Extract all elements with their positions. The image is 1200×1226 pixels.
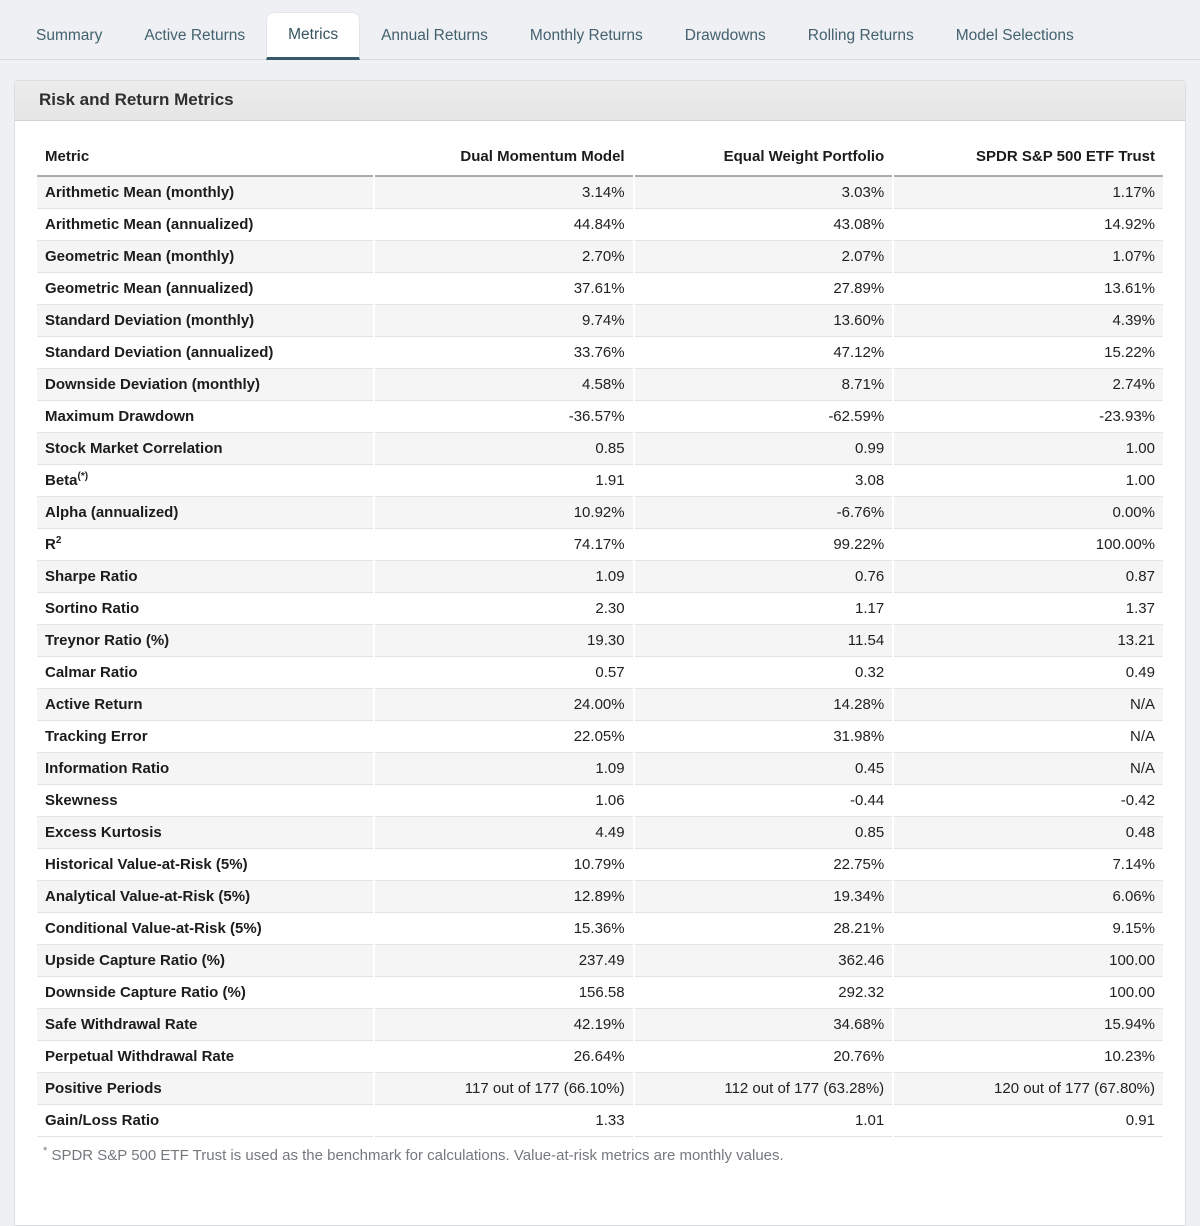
table-row	[37, 657, 1163, 689]
metric-value: 28.21%	[635, 913, 893, 945]
metric-value: 1.01	[635, 1105, 893, 1137]
metric-name: Information Ratio	[37, 753, 373, 785]
table-row	[37, 177, 1163, 209]
panel-body	[15, 121, 1185, 1188]
metric-name: Tracking Error	[37, 721, 373, 753]
metric-value: -6.76%	[635, 497, 893, 529]
metric-value: 0.00%	[894, 497, 1163, 529]
metrics-table	[35, 139, 1165, 1137]
metric-value: 12.89%	[375, 881, 633, 913]
metric-name: Downside Capture Ratio (%)	[37, 977, 373, 1009]
metric-name: Stock Market Correlation	[37, 433, 373, 465]
metric-name: Beta(*)	[37, 465, 373, 497]
tab-bar	[0, 0, 1200, 60]
metric-value: 0.76	[635, 561, 893, 593]
column-header: Equal Weight Portfolio	[635, 139, 893, 177]
metric-value: -36.57%	[375, 401, 633, 433]
metric-value: 1.17%	[894, 177, 1163, 209]
metric-value: 0.87	[894, 561, 1163, 593]
table-row	[37, 1105, 1163, 1137]
metric-value: 33.76%	[375, 337, 633, 369]
metric-name: Positive Periods	[37, 1073, 373, 1105]
metric-value: 0.85	[375, 433, 633, 465]
metric-value: 3.14%	[375, 177, 633, 209]
metric-value: 19.34%	[635, 881, 893, 913]
metric-name: Analytical Value-at-Risk (5%)	[37, 881, 373, 913]
metric-name: Arithmetic Mean (annualized)	[37, 209, 373, 241]
metric-value: N/A	[894, 721, 1163, 753]
metric-value: 237.49	[375, 945, 633, 977]
table-row	[37, 785, 1163, 817]
table-header-row	[37, 139, 1163, 177]
metric-value: 37.61%	[375, 273, 633, 305]
table-row	[37, 305, 1163, 337]
metric-value: 14.28%	[635, 689, 893, 721]
metric-value: 43.08%	[635, 209, 893, 241]
table-row	[37, 1041, 1163, 1073]
metric-value: 11.54	[635, 625, 893, 657]
footnote-text: SPDR S&P 500 ETF Trust is used as the benchmark for calculations. Value-at-risk metrics are monthly values.	[47, 1147, 784, 1164]
metric-name: $R^2$	[37, 529, 373, 561]
metric-value: 7.14%	[894, 849, 1163, 881]
metric-value: 100.00	[894, 945, 1163, 977]
table-body	[37, 177, 1163, 1137]
table-row	[37, 497, 1163, 529]
footnote-asterisk: *	[43, 1145, 48, 1157]
table-row	[37, 209, 1163, 241]
metric-name: Geometric Mean (annualized)	[37, 273, 373, 305]
metric-name: Arithmetic Mean (monthly)	[37, 177, 373, 209]
metric-value: 13.21	[894, 625, 1163, 657]
metric-name: Standard Deviation (monthly)	[37, 305, 373, 337]
table-row	[37, 337, 1163, 369]
metric-name: Standard Deviation (annualized)	[37, 337, 373, 369]
metric-name: Conditional Value-at-Risk (5%)	[37, 913, 373, 945]
metric-value: 26.64%	[375, 1041, 633, 1073]
metric-value: 156.58	[375, 977, 633, 1009]
metric-value: 34.68%	[635, 1009, 893, 1041]
table-row	[37, 689, 1163, 721]
metric-name: Geometric Mean (monthly)	[37, 241, 373, 273]
metric-value: N/A	[894, 689, 1163, 721]
table-row	[37, 817, 1163, 849]
risk-return-metrics-panel	[14, 80, 1186, 1226]
metric-value: 1.91	[375, 465, 633, 497]
metric-value: 1.33	[375, 1105, 633, 1137]
table-row	[37, 401, 1163, 433]
metric-name: Calmar Ratio	[37, 657, 373, 689]
metric-name: Excess Kurtosis	[37, 817, 373, 849]
metric-value: 24.00%	[375, 689, 633, 721]
metric-name: Sortino Ratio	[37, 593, 373, 625]
metric-value: 9.15%	[894, 913, 1163, 945]
metric-name: Upside Capture Ratio (%)	[37, 945, 373, 977]
tab-model-selections[interactable]: Model Selections	[955, 26, 1074, 44]
metric-value: 13.60%	[635, 305, 893, 337]
metric-value: 10.92%	[375, 497, 633, 529]
tab-rolling-returns[interactable]: Rolling Returns	[807, 26, 914, 44]
column-header: Metric	[37, 139, 373, 177]
metric-value: 22.75%	[635, 849, 893, 881]
metric-value: 120 out of 177 (67.80%)	[894, 1073, 1163, 1105]
table-row	[37, 977, 1163, 1009]
table-row	[37, 369, 1163, 401]
table-row	[37, 273, 1163, 305]
table-row	[37, 241, 1163, 273]
column-header: SPDR S&P 500 ETF Trust	[894, 139, 1163, 177]
metric-name: Alpha (annualized)	[37, 497, 373, 529]
metric-value: 100.00%	[894, 529, 1163, 561]
metric-value: 4.58%	[375, 369, 633, 401]
metric-value: 31.98%	[635, 721, 893, 753]
table-row	[37, 945, 1163, 977]
metric-value: 8.71%	[635, 369, 893, 401]
metric-value: 10.79%	[375, 849, 633, 881]
metric-value: 9.74%	[375, 305, 633, 337]
table-row	[37, 881, 1163, 913]
metric-value: 117 out of 177 (66.10%)	[375, 1073, 633, 1105]
metric-value: 3.08	[635, 465, 893, 497]
metric-value: 100.00	[894, 977, 1163, 1009]
metric-name: Perpetual Withdrawal Rate	[37, 1041, 373, 1073]
metric-value: 1.09	[375, 753, 633, 785]
table-row	[37, 529, 1163, 561]
table-row	[37, 433, 1163, 465]
metric-value: 362.46	[635, 945, 893, 977]
metric-value: 2.07%	[635, 241, 893, 273]
tab-annual-returns[interactable]: Annual Returns	[381, 26, 488, 44]
tab-metrics[interactable]: Metrics	[266, 12, 360, 60]
metric-value: 27.89%	[635, 273, 893, 305]
metric-name: Gain/Loss Ratio	[37, 1105, 373, 1137]
metric-value: 1.00	[894, 465, 1163, 497]
metric-value: 0.45	[635, 753, 893, 785]
metric-value: 0.57	[375, 657, 633, 689]
table-row	[37, 593, 1163, 625]
metric-value: 1.07%	[894, 241, 1163, 273]
metric-value: 0.48	[894, 817, 1163, 849]
metric-value: 74.17%	[375, 529, 633, 561]
metric-value: 0.99	[635, 433, 893, 465]
metric-value: 4.39%	[894, 305, 1163, 337]
tab-monthly-returns[interactable]: Monthly Returns	[529, 26, 643, 44]
table-row	[37, 625, 1163, 657]
metric-value: 10.23%	[894, 1041, 1163, 1073]
metric-value: 1.37	[894, 593, 1163, 625]
metric-value: 0.91	[894, 1105, 1163, 1137]
metric-value: 22.05%	[375, 721, 633, 753]
table-row	[37, 1073, 1163, 1105]
metric-value: 15.36%	[375, 913, 633, 945]
metric-value: -23.93%	[894, 401, 1163, 433]
metric-value: 4.49	[375, 817, 633, 849]
metric-value: 99.22%	[635, 529, 893, 561]
table-row	[37, 721, 1163, 753]
panel-title: Risk and Return Metrics	[15, 81, 1185, 121]
metric-value: 0.85	[635, 817, 893, 849]
metric-name: Treynor Ratio (%)	[37, 625, 373, 657]
metric-value: -62.59%	[635, 401, 893, 433]
metric-value: 1.06	[375, 785, 633, 817]
benchmark-footnote	[35, 1137, 1165, 1168]
metric-value: 6.06%	[894, 881, 1163, 913]
metric-name: Skewness	[37, 785, 373, 817]
metric-name: Maximum Drawdown	[37, 401, 373, 433]
table-row	[37, 753, 1163, 785]
metric-name: Active Return	[37, 689, 373, 721]
metric-value: 19.30	[375, 625, 633, 657]
metric-value: 292.32	[635, 977, 893, 1009]
table-row	[37, 913, 1163, 945]
metric-value: 42.19%	[375, 1009, 633, 1041]
metric-value: 15.22%	[894, 337, 1163, 369]
table-row	[37, 1009, 1163, 1041]
metric-value: 15.94%	[894, 1009, 1163, 1041]
metric-value: 0.32	[635, 657, 893, 689]
column-header: Dual Momentum Model	[375, 139, 633, 177]
metric-value: 13.61%	[894, 273, 1163, 305]
metric-value: -0.44	[635, 785, 893, 817]
metric-value: -0.42	[894, 785, 1163, 817]
metric-value: 1.00	[894, 433, 1163, 465]
metric-value: 44.84%	[375, 209, 633, 241]
metric-name: Sharpe Ratio	[37, 561, 373, 593]
metric-value: 112 out of 177 (63.28%)	[635, 1073, 893, 1105]
table-row	[37, 465, 1163, 497]
table-row	[37, 849, 1163, 881]
metric-value: 3.03%	[635, 177, 893, 209]
metric-value: 0.49	[894, 657, 1163, 689]
metric-value: 2.74%	[894, 369, 1163, 401]
tab-summary[interactable]: Summary	[36, 26, 103, 44]
metric-name: Downside Deviation (monthly)	[37, 369, 373, 401]
metric-value: 1.17	[635, 593, 893, 625]
metric-value: 14.92%	[894, 209, 1163, 241]
tab-active-returns[interactable]: Active Returns	[144, 26, 246, 44]
metric-value: 2.70%	[375, 241, 633, 273]
metric-value: 47.12%	[635, 337, 893, 369]
metric-name: Safe Withdrawal Rate	[37, 1009, 373, 1041]
metric-value: 1.09	[375, 561, 633, 593]
metric-value: N/A	[894, 753, 1163, 785]
metric-name: Historical Value-at-Risk (5%)	[37, 849, 373, 881]
tab-drawdowns[interactable]: Drawdowns	[684, 26, 766, 44]
table-row	[37, 561, 1163, 593]
metric-value: 2.30	[375, 593, 633, 625]
metric-value: 20.76%	[635, 1041, 893, 1073]
